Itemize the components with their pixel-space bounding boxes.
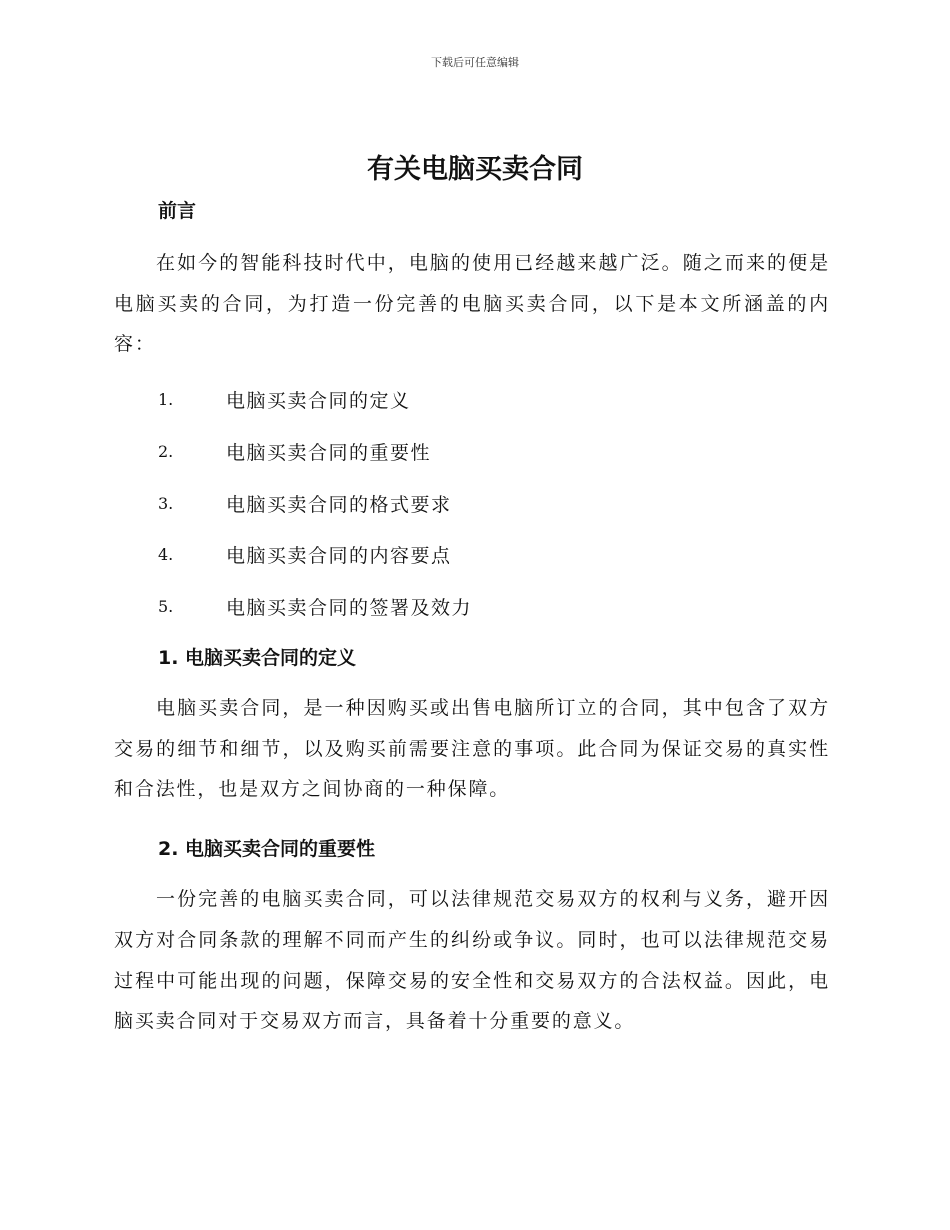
preface-paragraph: 在如今的智能科技时代中，电脑的使用已经越来越广泛。随之而来的便是电脑买卖的合同，为打造一份完善的电脑买卖合同，以下是本文所涵盖的内容： (114, 252, 830, 356)
section-2-heading: 2. 电脑买卖合同的重要性 (158, 838, 376, 861)
document-body (114, 191, 830, 1042)
toc-item-number: 1. (158, 390, 174, 410)
section-1-heading: 1. 电脑买卖合同的定义 (158, 647, 357, 670)
section-1-paragraph: 电脑买卖合同，是一种因购买或出售电脑所订立的合同，其中包含了双方交易的细节和细节，以及购买前需要注意的事项。此合同为保证交易的真实性和合法性，也是双方之间协商的一种保障。 (114, 697, 830, 801)
toc-item-text: 电脑买卖合同的重要性 (226, 442, 432, 464)
toc-item-number: 3. (158, 493, 174, 513)
toc-item-number: 2. (158, 442, 174, 461)
preface-heading: 前言 (158, 200, 197, 222)
toc-item-text: 电脑买卖合同的签署及效力 (226, 596, 473, 619)
table-of-contents (114, 374, 830, 632)
toc-item-text: 电脑买卖合同的内容要点 (226, 545, 452, 568)
section-2-paragraph: 一份完善的电脑买卖合同，可以法律规范交易双方的权利与义务，避开因双方对合同条款的理解不同而产生的纠纷或争议。同时，也可以法律规范交易过程中可能出现的问题，保障交易的安全性和交易双方的合法权益。因此，电脑买卖合同对于交易双方而言，具备着十分重要的意义。 (114, 888, 830, 1033)
toc-item (114, 374, 830, 426)
toc-item (114, 477, 830, 529)
toc-item-number: 4. (158, 545, 174, 565)
toc-item (114, 580, 830, 632)
toc-item-number: 5. (158, 596, 174, 616)
toc-item-text: 电脑买卖合同的定义 (226, 390, 411, 413)
toc-item (114, 529, 830, 581)
document-title: 有关电脑买卖合同 (367, 154, 583, 185)
header-note: 下载后可任意编辑 (431, 56, 519, 69)
toc-item (114, 426, 830, 478)
toc-item-text: 电脑买卖合同的格式要求 (226, 493, 452, 516)
